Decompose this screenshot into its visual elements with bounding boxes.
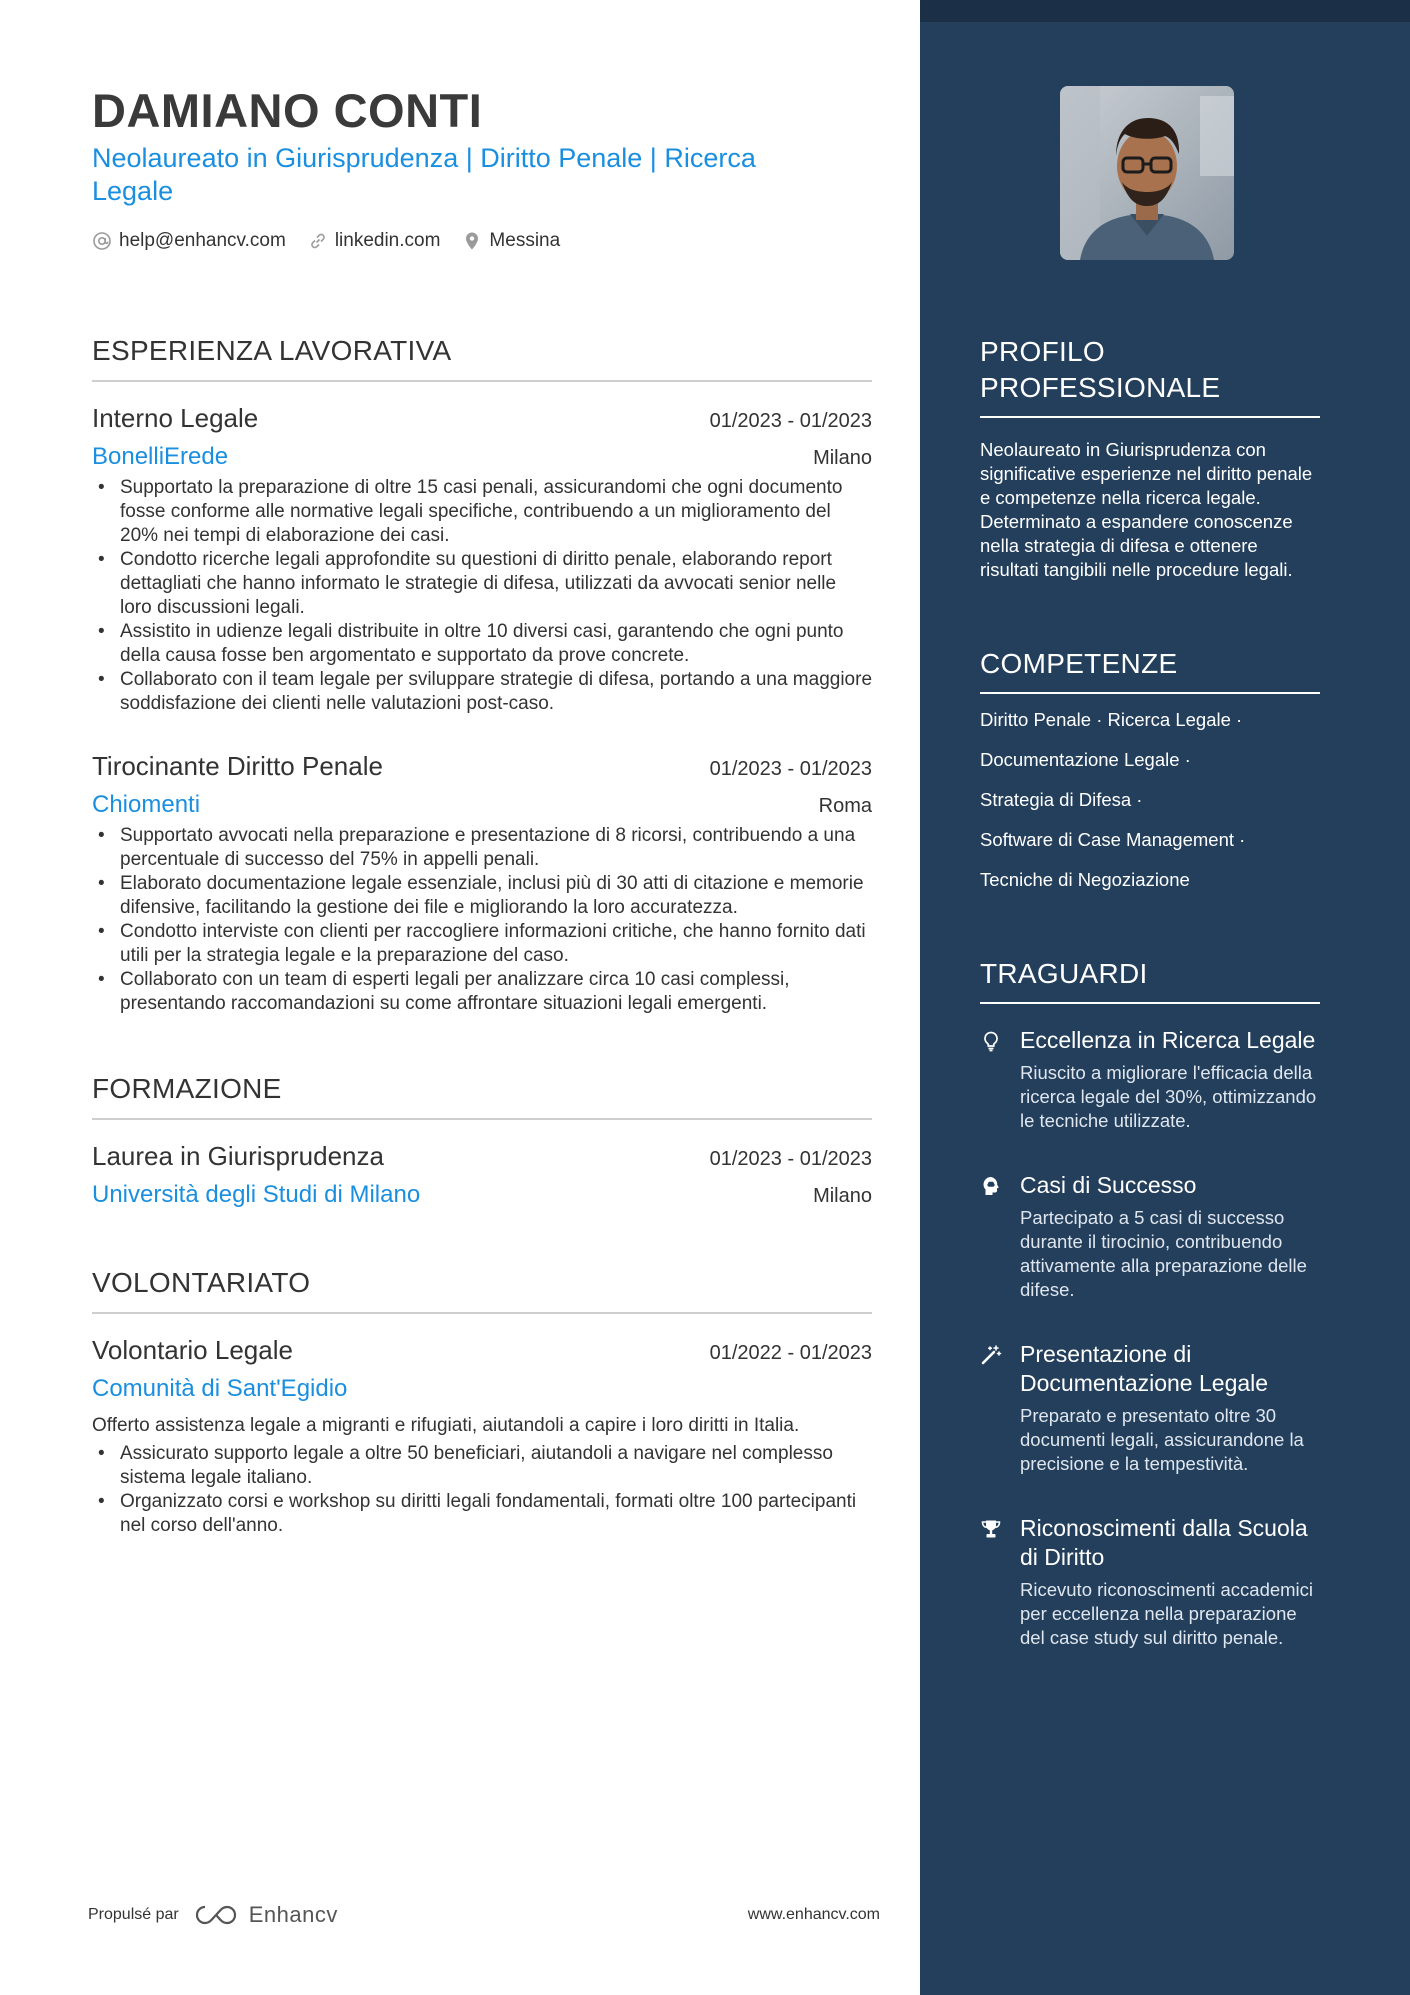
profile-section: [980, 334, 1320, 582]
volunteer-role: Volontario Legale: [92, 1335, 293, 1365]
lightbulb-icon: [980, 1030, 1002, 1052]
job-dates: 01/2023 - 01/2023: [709, 758, 872, 780]
skills-section: [980, 646, 1320, 892]
job-location: Milano: [813, 447, 872, 469]
bullet-list: [92, 1442, 872, 1538]
bullet-item: • Collaborato con un team di esperti legali per analizzare circa 10 casi complessi, presentando raccomandazioni su come affrontare situazioni legali emergenti.: [92, 968, 872, 1016]
volunteering-section: [92, 1266, 872, 1538]
achievements-section: [980, 956, 1320, 1650]
bullet-item: • Supportato la preparazione di oltre 15 casi penali, assicurandomi che ogni documento fosse conforme alle normative legali specifiche, contribuendo a un miglioramento del 20% nei tempi di elaborazione dei casi.: [92, 476, 872, 548]
achievement-desc: Preparato e presentato oltre 30 documenti legali, assicurandone la precisione e la tempestività.: [1020, 1405, 1304, 1474]
achievement-desc: Partecipato a 5 casi di successo durante il tirocinio, contribuendo attivamente alla preparazione delle difese.: [1020, 1207, 1307, 1300]
profile-summary: Neolaureato in Giurisprudenza con significative esperienze nel diritto penale e competenze nella ricerca legale. Determinato a espandere conoscenze nella strategia di difesa e ottenere risultati tangibili nelle procedure legali.: [980, 439, 1313, 580]
skills-list: [980, 708, 1320, 892]
website-link[interactable]: www.enhancv.com: [747, 1906, 880, 1923]
bullet-item: • Collaborato con il team legale per sviluppare strategie di difesa, portando a una maggiore soddisfazione dei clienti nelle valutazioni post-caso.: [92, 668, 872, 716]
bullet-item: • Assistito in udienze legali distribuite in oltre 10 diversi casi, garantendo che ogni punto della causa fosse ben argomentato e supportato da prove concrete.: [92, 620, 872, 668]
contact-location: [462, 230, 560, 252]
volunteer-org: Comunità di Sant'Egidio: [92, 1375, 348, 1402]
candidate-name: DAMIANO CONTI: [92, 84, 483, 137]
achievement-title: Presentazione di Documentazione Legale: [1020, 1341, 1269, 1396]
achievement-desc: Ricevuto riconoscimenti accademici per eccellenza nella preparazione del case study sul diritto penale.: [1020, 1579, 1314, 1648]
bullet-item: • Assicurato supporto legale a oltre 50 beneficiari, aiutandoli a navigare nel complesso sistema legale italiano.: [92, 1442, 872, 1490]
education-section: [92, 1072, 872, 1210]
achievement-title: Casi di Successo: [1020, 1172, 1197, 1198]
head-brain-icon: [980, 1175, 1002, 1197]
section-title: VOLONTARIATO: [92, 1266, 872, 1314]
volunteer-description: Offerto assistenza legale a migranti e rifugiati, aiutandoli a capire i loro diritti in Italia.: [92, 1415, 800, 1436]
degree-title: Laurea in Giurisprudenza: [92, 1141, 384, 1171]
profile-photo: [1060, 86, 1234, 260]
bullet-item: • Condotto interviste con clienti per raccogliere informazioni critiche, che hanno fornito dati utili per la strategia legale e la preparazione del caso.: [92, 920, 872, 968]
section-title: FORMAZIONE: [92, 1072, 872, 1120]
skill-line: Diritto Penale · Ricerca Legale ·: [980, 709, 1243, 730]
footer: [88, 1902, 880, 1928]
headline: Neolaureato in Giurisprudenza | Diritto Penale | Ricerca Legale: [92, 143, 756, 206]
bullet-list: [92, 824, 872, 1016]
sidebar: [920, 0, 1410, 1995]
contact-linkedin[interactable]: [308, 230, 441, 252]
skill-line: Software di Case Management ·: [980, 829, 1246, 850]
school-location: Milano: [813, 1185, 872, 1207]
achievement-item: [980, 1171, 1320, 1302]
section-title: COMPETENZE: [980, 646, 1320, 694]
job-dates: 01/2023 - 01/2023: [709, 410, 872, 432]
achievement-item: [980, 1514, 1320, 1650]
powered-by: [88, 1902, 338, 1928]
magic-wand-icon: [980, 1344, 1002, 1366]
school-name: Università degli Studi di Milano: [92, 1181, 421, 1208]
link-icon: [308, 231, 328, 251]
contact-location-text: Messina: [489, 230, 561, 251]
brand-name: Enhancv: [248, 1902, 338, 1927]
section-title: PROFILO PROFESSIONALE: [980, 334, 1320, 418]
section-title: TRAGUARDI: [980, 956, 1320, 1004]
at-sign-icon: [92, 231, 112, 251]
avatar-illustration: [1060, 86, 1234, 260]
contact-linkedin-text: linkedin.com: [334, 230, 441, 251]
experience-entry: [92, 402, 872, 716]
trophy-icon: [980, 1518, 1002, 1540]
experience-entry: [92, 750, 872, 1016]
achievement-item: [980, 1340, 1320, 1476]
achievement-desc: Riuscito a migliorare l'efficacia della ricerca legale del 30%, ottimizzando le tecniche utilizzate.: [1020, 1062, 1317, 1131]
enhancv-logo-icon: [193, 1903, 239, 1927]
bullet-item: • Condotto ricerche legali approfondite su questioni di diritto penale, elaborando report dettagliati che hanno informato le strategie di difesa, utilizzati da avvocati senior nelle loro discussioni legali.: [92, 548, 872, 620]
brand-logo[interactable]: [193, 1902, 338, 1928]
achievement-item: [980, 1026, 1320, 1133]
company-name: Chiomenti: [92, 791, 201, 818]
job-title: Tirocinante Diritto Penale: [92, 751, 383, 781]
achievement-title: Riconoscimenti dalla Scuola di Diritto: [1020, 1515, 1308, 1570]
bullet-item: • Elaborato documentazione legale essenziale, inclusi più di 30 atti di citazione e memorie difensive, facilitando la gestione dei file e migliorando la loro accuratezza.: [92, 872, 872, 920]
education-entry: [92, 1140, 872, 1210]
powered-by-label: Propulsé par: [88, 1906, 179, 1923]
skill-line: Documentazione Legale ·: [980, 749, 1191, 770]
location-pin-icon: [462, 231, 482, 251]
contact-email[interactable]: [92, 230, 286, 252]
skill-line: Tecniche di Negoziazione: [980, 869, 1190, 890]
bullet-item: • Organizzato corsi e workshop su diritti legali fondamentali, formati oltre 100 partecipanti nel corso dell'anno.: [92, 1490, 872, 1538]
section-title: ESPERIENZA LAVORATIVA: [92, 334, 872, 382]
contact-email-text: help@enhancv.com: [119, 230, 286, 251]
achievement-title: Eccellenza in Ricerca Legale: [1020, 1027, 1316, 1053]
skill-line: Strategia di Difesa ·: [980, 789, 1143, 810]
job-location: Roma: [818, 795, 872, 817]
job-title: Interno Legale: [92, 403, 259, 433]
volunteering-entry: [92, 1334, 872, 1538]
bullet-list: [92, 476, 872, 716]
volunteer-dates: 01/2022 - 01/2023: [709, 1342, 872, 1364]
contact-bar: [92, 230, 872, 252]
bullet-item: • Supportato avvocati nella preparazione e presentazione di 8 ricorsi, contribuendo a una percentuale di successo del 75% in appelli penali.: [92, 824, 872, 872]
company-name: BonelliErede: [92, 443, 229, 470]
experience-section: [92, 334, 872, 1016]
education-dates: 01/2023 - 01/2023: [709, 1148, 872, 1170]
sidebar-top-bar: [920, 0, 1410, 22]
